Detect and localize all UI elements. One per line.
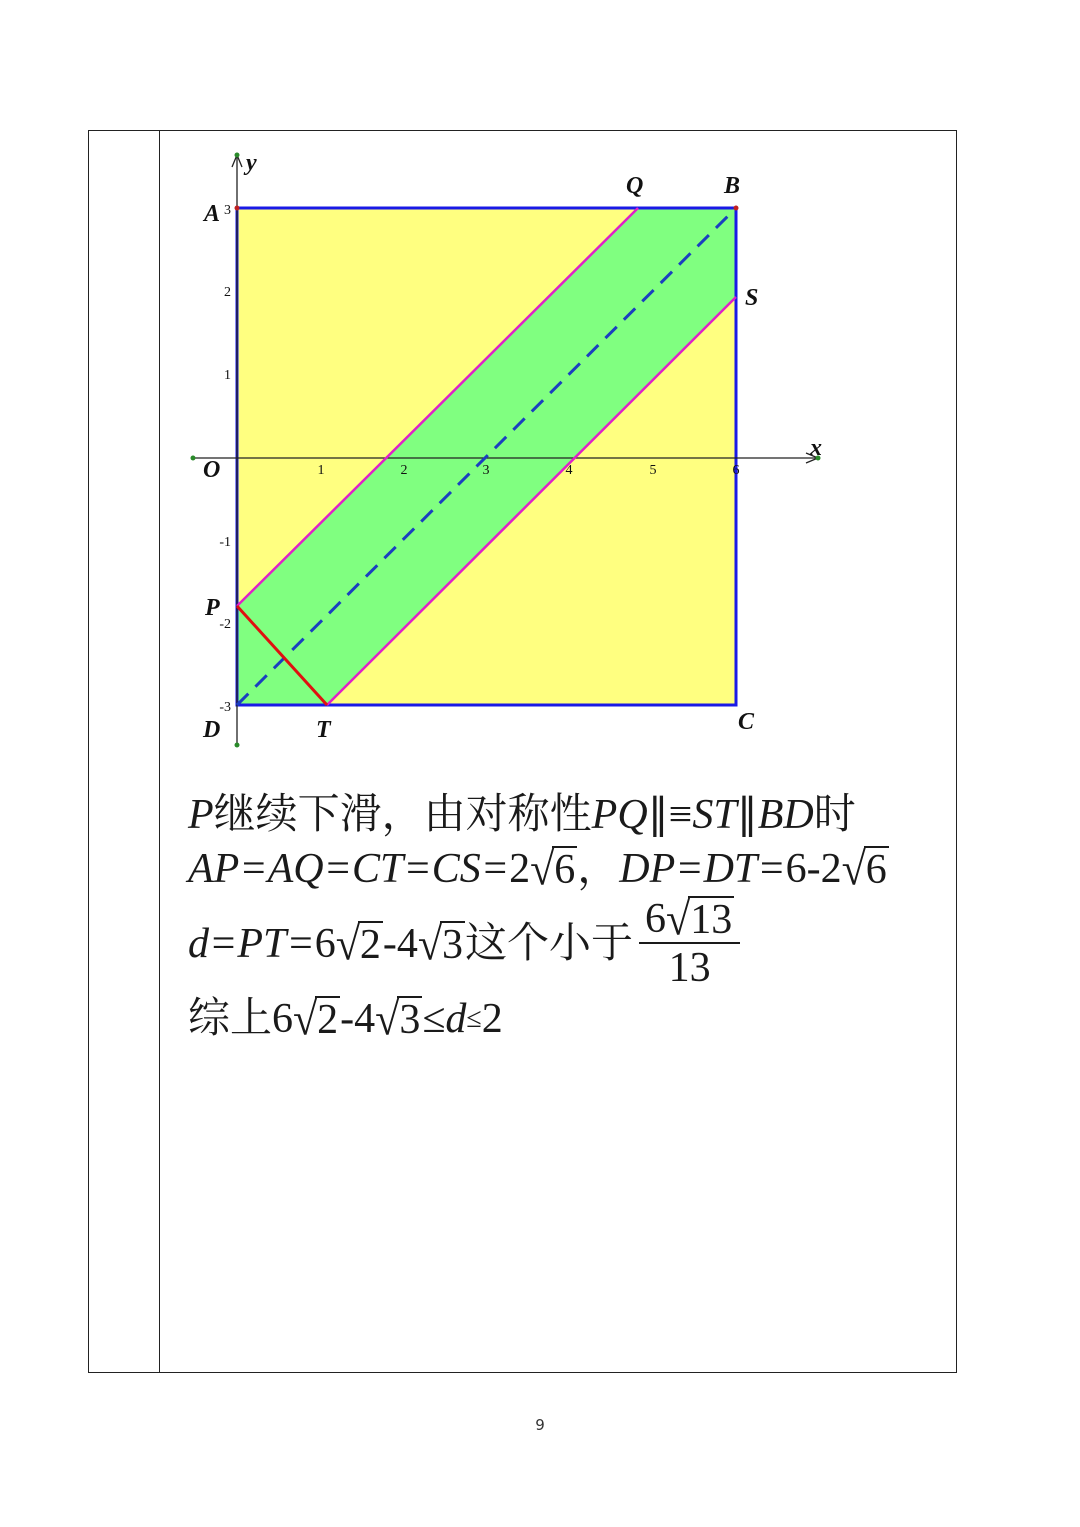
sqrt-arg: 2: [359, 921, 381, 968]
x-tick-label: 2: [400, 463, 408, 478]
label-y-axis: y: [246, 150, 257, 176]
page-number: 9: [535, 1416, 545, 1434]
label-point-t: T: [316, 717, 331, 743]
sqrt-expr: √ 3: [417, 918, 464, 971]
symbol-leq: ≤: [466, 1003, 482, 1034]
coef: 6: [645, 895, 667, 942]
sqrt-arg: 2: [317, 996, 339, 1043]
coef: 6: [272, 996, 294, 1042]
sqrt-expr: √ 3: [375, 993, 421, 1046]
sqrt-expr: √ 2: [335, 918, 381, 971]
solution-line-2: [188, 842, 889, 896]
solution-text: [188, 788, 889, 1046]
var-bd: BD: [757, 792, 814, 838]
value: 2: [481, 996, 503, 1042]
x-tick-label: 1: [317, 463, 325, 478]
symbol-parallel: ∥: [736, 792, 758, 838]
point-a-dot: [235, 206, 240, 211]
y-tick-label: -2: [219, 617, 231, 632]
sqrt-expr: √ 6: [530, 843, 576, 896]
y-tick-label: -1: [219, 535, 231, 550]
axis-point: [235, 743, 240, 748]
y-tick-label: -3: [219, 700, 231, 715]
x-tick-label: 3: [482, 463, 490, 478]
label-origin: O: [203, 457, 221, 483]
y-tick-label: 1: [224, 368, 231, 383]
label-point-p: P: [205, 595, 220, 621]
coef: 2: [509, 846, 531, 892]
point-b-dot: [734, 206, 739, 211]
fraction: [639, 893, 740, 992]
label-point-s: S: [745, 285, 759, 311]
text-slide: 继续下滑，由对称性: [213, 792, 592, 838]
y-tick-label: 3: [224, 203, 231, 218]
solution-line-4: [188, 992, 889, 1046]
var-pq: PQ: [591, 792, 648, 838]
fraction-denominator: 13: [668, 944, 711, 991]
label-point-d: D: [203, 717, 221, 743]
sqrt-arg: 6: [554, 846, 576, 893]
expr: -4: [382, 921, 418, 967]
text-in-summary: 综上: [188, 996, 273, 1042]
label-point-q: Q: [626, 173, 644, 199]
sqrt-expr: √ 6: [841, 843, 887, 896]
fraction-numerator: [639, 893, 740, 946]
label-point-a: A: [204, 201, 221, 227]
sqrt-expr: √ 13: [666, 893, 733, 946]
eq-dp-dt: DP=DT=: [619, 846, 786, 892]
y-tick-label: 2: [224, 285, 231, 300]
var-d: d: [445, 996, 467, 1042]
text-when: 时: [813, 792, 856, 838]
eq-d-pt: d=PT=: [188, 921, 315, 967]
label-point-c: C: [738, 709, 755, 735]
sqrt-arg: 3: [399, 996, 421, 1043]
axis-point: [235, 153, 240, 158]
expr: 6-2: [785, 846, 842, 892]
symbol-leq: ≤: [422, 996, 446, 1042]
coef: 6: [314, 921, 336, 967]
sqrt-expr: √ 2: [293, 993, 339, 1046]
solution-line-3: [188, 893, 889, 992]
eq-lengths: AP=AQ=CT=CS=: [188, 846, 510, 892]
var-st: ST: [692, 792, 737, 838]
sqrt-arg: 6: [865, 846, 887, 893]
x-tick-label: 6: [732, 463, 740, 478]
expr: -4: [340, 996, 376, 1042]
x-tick-label: 4: [565, 463, 573, 478]
sqrt-arg: 13: [690, 896, 733, 943]
axis-point: [191, 456, 196, 461]
solution-line-1: [188, 788, 889, 842]
sqrt-arg: 3: [442, 921, 464, 968]
var-p: P: [188, 792, 214, 838]
text-less-than: 这个小于: [465, 921, 634, 967]
comma: ，: [577, 846, 620, 892]
symbol-parallel-equal: ∥≡: [647, 792, 693, 838]
label-point-b: B: [724, 173, 741, 199]
x-tick-label: 5: [649, 463, 657, 478]
label-x-axis: x: [810, 435, 822, 461]
